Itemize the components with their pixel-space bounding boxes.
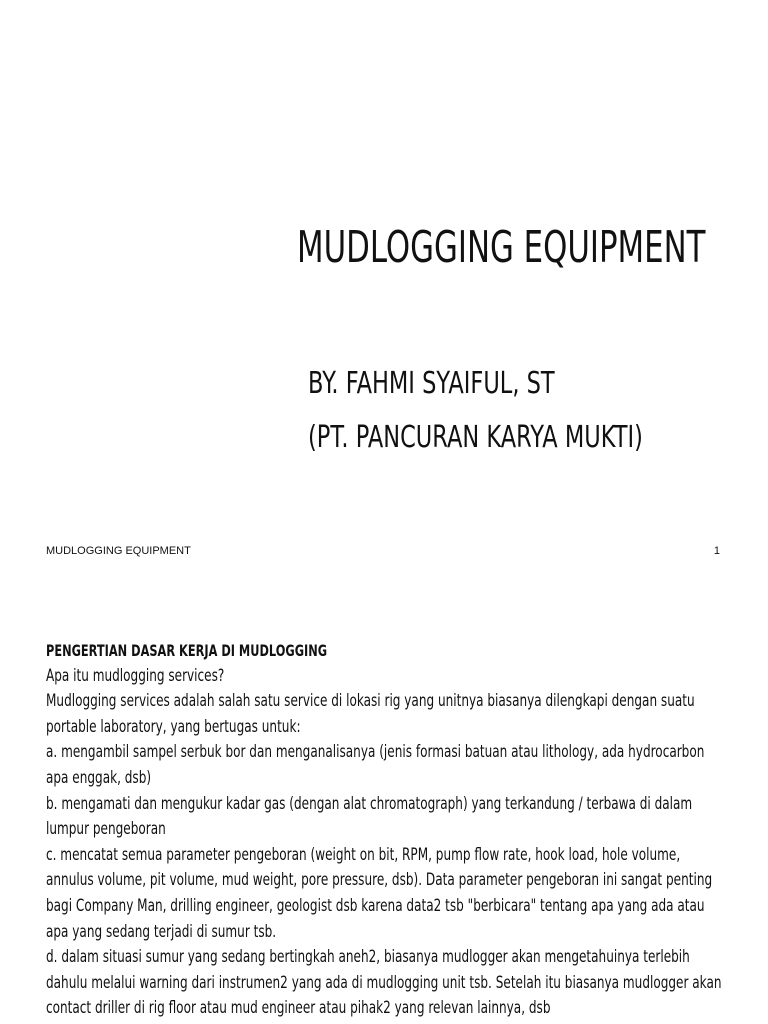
list-item-b: b. mengamati dan mengukur kadar gas (dengan alat chromatograph) yang terkandung / terbawa di dalam lumpur pengeboran [46,793,693,840]
question-text: Apa itu mudlogging services? [46,665,225,686]
author-name: BY. FAHMI SYAIFUL, ST [308,366,555,401]
list-item-d: d. dalam situasi sumur yang sedang bertingkah aneh2, biasanya mudlogger akan mengetahuinya terlebih dahulu melalui warning dari instrumen2 yang ada di mudlogging unit tsb. Setelah itu biasanya mudlogger akan contact driller di rig floor atau mud engineer atau pihak2 yang relevan lainnya, dsb [46,947,722,1019]
footer-title: MUDLOGGING EQUIPMENT [46,545,191,557]
list-item-a: a. mengambil sampel serbuk bor dan menganalisanya (jenis formasi batuan atau lithology, ada hydrocarbon apa enggak, dsb) [46,742,705,788]
author-company: (PT. PANCURAN KARYA MUKTI) [308,420,643,455]
intro-paragraph: Mudlogging services adalah salah satu service di lokasi rig yang unitnya biasanya dilengkapi dengan suatu portable laboratory, yang bertugas untuk: [46,691,695,737]
section-heading: PENGERTIAN DASAR KERJA DI MUDLOGGING [46,641,328,660]
list-item-c: c. mencatat semua parameter pengeboran (weight on bit, RPM, pump flow rate, hook load, hole volume, annulus volume, pit volume, mud weight, pore pressure, dsb). Data parameter pengeboran ini sangat penting bagi Company Man, drilling engineer, geologist dsb karena data2 tsb "berbicara" tentang apa yang ada atau apa yang sedang terjadi di sumur tsb. [46,844,713,942]
page-number: 1 [713,545,720,557]
document-body [46,638,728,1022]
slide-title: MUDLOGGING EQUIPMENT [297,222,706,273]
